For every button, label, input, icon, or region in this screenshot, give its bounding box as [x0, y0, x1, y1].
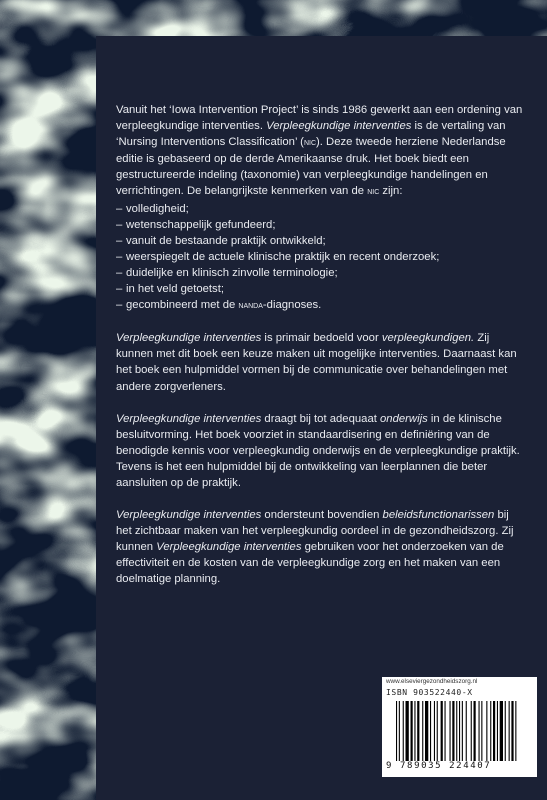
barcode-bar [406, 701, 409, 761]
paragraph-text: bij het zichtbaar maken van het verpleegkundig oordeel in de gezondheidszorg. Zij kunnen [116, 509, 514, 554]
paragraph-text: Zij kunnen met dit boek een keuze maken uit mogelijke interventies. Daarnaast kan het boek een hulpmiddel vormen bij de communicatie over behandelingen met andere zorgverleners. [116, 332, 517, 393]
barcode-bar [437, 701, 438, 761]
barcode-bar [450, 701, 451, 761]
barcode-bars [394, 701, 530, 761]
barcode-bar [505, 701, 506, 761]
barcode-bar [425, 701, 428, 761]
intro-paragraph [116, 102, 526, 201]
emphasis-text: beleidsfunctionarissen [382, 509, 495, 522]
barcode-bar [441, 701, 443, 761]
barcode-bar [490, 701, 491, 761]
barcode-bar [430, 701, 431, 761]
book-title-italic: Verpleegkundige interventies [116, 412, 262, 425]
emphasis-text: onderwijs [380, 412, 428, 425]
book-title-italic: Verpleegkundige interventies [116, 332, 262, 345]
list-item: – volledigheid; [116, 201, 526, 217]
barcode-label [382, 677, 537, 777]
policy-paragraph [116, 507, 526, 587]
nic-abbreviation: nic [303, 137, 317, 149]
book-title-italic: Verpleegkundige interventies [116, 509, 262, 522]
barcode-bar [511, 701, 513, 761]
paragraph-text: is primair bedoeld voor [261, 332, 382, 345]
barcode-bar [471, 701, 472, 761]
barcode-bar [434, 701, 435, 761]
barcode-bar [479, 701, 480, 761]
barcode-bar [500, 701, 503, 761]
barcode-bar [414, 701, 415, 761]
back-cover-text [116, 102, 526, 604]
features-list [116, 201, 526, 315]
barcode-bar [497, 701, 498, 761]
barcode-bar [399, 701, 400, 761]
barcode-bar [515, 701, 516, 761]
barcode-bar [462, 701, 463, 761]
barcode-bar [411, 701, 413, 761]
nanda-abbreviation: nanda [238, 300, 263, 312]
list-item: – duidelijke en klinisch zinvolle terminologie; [116, 265, 526, 281]
paragraph-text: ondersteunt bovendien [261, 509, 383, 522]
barcode-bar [422, 701, 423, 761]
intro-text: zijn: [379, 185, 403, 198]
list-item [116, 297, 526, 314]
barcode-bar [481, 701, 482, 761]
barcode-bar [403, 701, 404, 761]
paragraph-text: in de klinische besluitvorming. Het boek voorziet in standaardisering en definiëring van de benodigde kennis voor verpleegkundig onderwijs en de verpleegkundige praktijk. Tevens is het een hulpmiddel bij de ontwikkeling van leerplannen die beter aansluiten op de praktijk. [116, 412, 520, 489]
list-item-text: -diagnoses. [262, 299, 322, 312]
barcode-bar [445, 701, 446, 761]
barcode-bar [459, 701, 460, 761]
barcode-bar [452, 701, 454, 761]
barcode-bar [396, 701, 397, 761]
nic-abbreviation: nic [367, 186, 380, 198]
list-item: – wetenschappelijk gefundeerd; [116, 217, 526, 233]
book-title-italic: Verpleegkundige interventies [266, 120, 412, 133]
education-paragraph [116, 411, 526, 491]
intro-text: Vanuit het ‘Iowa Intervention Project’ is sinds 1986 gewerkt aan een ordening van verpleegkundige interventies. [116, 104, 523, 133]
list-item-text: gecombineerd met de [126, 299, 239, 312]
barcode-bar [474, 701, 476, 761]
list-item: – weerspiegelt de actuele klinische praktijk en recent onderzoek; [116, 249, 526, 265]
audience-paragraph [116, 330, 526, 394]
barcode-bar [466, 701, 467, 761]
barcode-bar [493, 701, 495, 761]
barcode-bar [456, 701, 457, 761]
barcode-bar [486, 701, 487, 761]
emphasis-text: verpleegkundigen. [381, 332, 475, 345]
book-title-italic: Verpleegkundige interventies [156, 541, 302, 554]
barcode-bar [417, 701, 419, 761]
paragraph-text: gebruiken voor het onderzoeken van de effectiviteit en de kosten van de verpleegkundige zorg en het maken van een doelmatige planning. [116, 541, 504, 586]
publisher-url: www.elseviergezondheidszorg.nl [386, 678, 478, 685]
paragraph-text: draagt bij tot adequaat [261, 412, 381, 425]
intro-text: is de vertaling van ‘Nursing Interventions Classification’ ( [116, 120, 506, 149]
ean-number: 9 789035 224407 [386, 761, 492, 771]
list-item: – vanuit de bestaande praktijk ontwikkeld; [116, 233, 526, 249]
isbn-number: ISBN 903522440-X [386, 688, 473, 697]
barcode-bar [509, 701, 510, 761]
intro-text: ). Deze tweede herziene Nederlandse editie is gebaseerd op de derde Amerikaanse druk. Het boek biedt een gestructureerde indeling (taxonomie) van verpleegkundige handelingen en verrichtingen. De belangrijkste kenmerken van de [116, 136, 506, 198]
list-item: – in het veld getoetst; [116, 281, 526, 297]
